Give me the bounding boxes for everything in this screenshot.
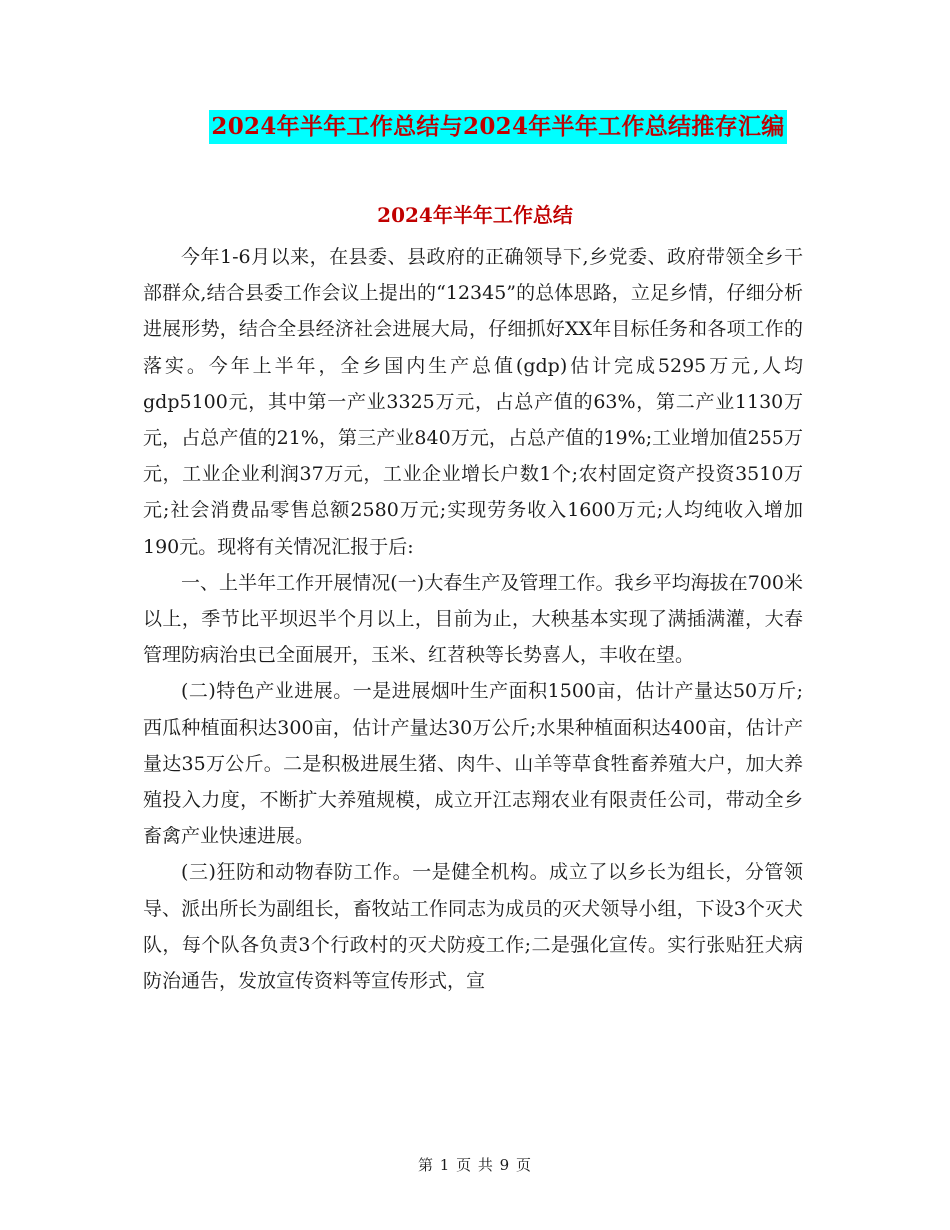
document-title: 2024年半年工作总结与2024年半年工作总结推存汇编: [209, 110, 786, 144]
paragraph: (三)狂防和动物春防工作。一是健全机构。成立了以乡长为组长，分管领导、派出所长为副组长，畜牧站工作同志为成员的灭犬领导小组，下设3个灭犬队，每个队各负责3个行政村的灭犬防疫工作;二是强化宣传。实行张贴狂犬病防治通告，发放宣传资料等宣传形式，宣: [143, 861, 803, 993]
document-title-container: [0, 110, 950, 144]
paragraph: (二)特色产业进展。一是进展烟叶生产面积1500亩，估计产量达50万斤;西瓜种植面积达300亩，估计产量达30万公斤;水果种植面积达400亩，估计产量达35万公斤。二是积极进展生猪、肉牛、山羊等草食牲畜养殖大户，加大养殖投入力度，不断扩大养殖规模，成立开江志翔农业有限责任公司，带动全乡畜禽产业快速进展。: [143, 680, 803, 848]
document-body: [143, 239, 803, 999]
paragraph: 今年1-6月以来，在县委、县政府的正确领导下,乡党委、政府带领全乡干部群众,结合县委工作会议上提出的“12345”的总体思路，立足乡情，仔细分析进展形势，结合全县经济社会进展大局，仔细抓好XX年目标任务和各项工作的落实。今年上半年，全乡国内生产总值(gdp)估计完成5295万元,人均gdp5100元，其中第一产业3325万元，占总产值的63%，第二产业1130万元，占总产值的21%，第三产业840万元，占总产值的19%;工业增加值255万元，工业企业利润37万元，工业企业增长户数1个;农村固定资产投资3510万元;社会消费品零售总额2580万元;实现劳务收入1600万元;人均纯收入增加190元。现将有关情况汇报于后:: [143, 246, 803, 558]
section-title: 2024年半年工作总结: [377, 203, 573, 227]
paragraph: 一、上半年工作开展情况(一)大春生产及管理工作。我乡平均海拔在700米以上，季节比平坝迟半个月以上，目前为止，大秧基本实现了满插满灌，大春管理防病治虫已全面展开，玉米、红苕秧等长势喜人，丰收在望。: [143, 571, 803, 667]
page-number-footer: 第 1 页 共 9 页: [418, 1156, 532, 1174]
